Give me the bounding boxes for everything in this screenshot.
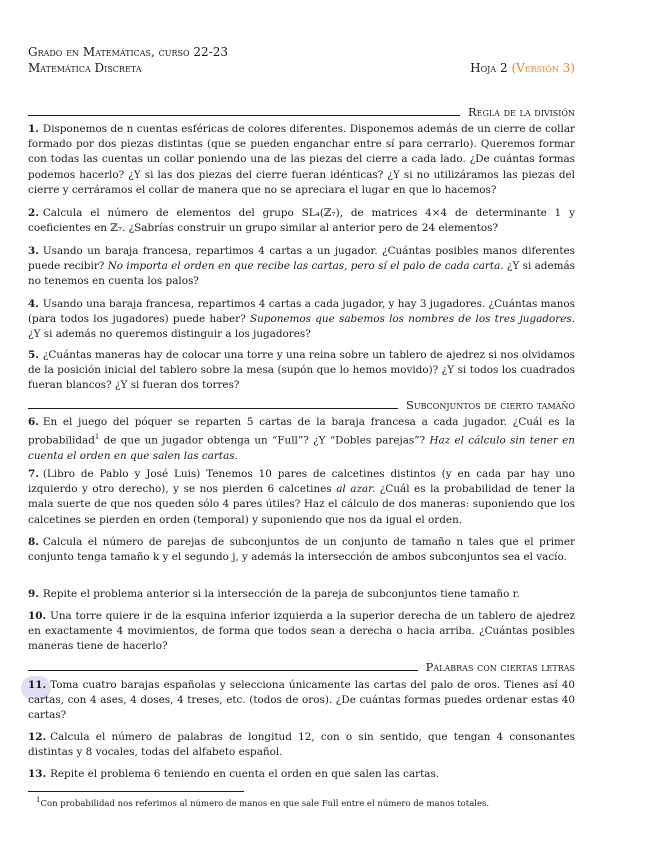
problem-11 [28,678,575,724]
version-label: (Versión 3) [511,61,575,75]
problem-number: 8. [28,536,39,548]
problem-number: 11. [28,679,47,691]
problem-note: al azar. [336,483,376,496]
problem-5 [28,348,575,394]
problem-12 [28,730,575,760]
problem-number: 9. [28,588,39,600]
section-rule [28,408,398,409]
sheet-header [28,44,575,76]
problem-4 [28,297,575,343]
problem-text: Disponemos de n cuentas esféricas de colores diferentes. Disponemos además de un cierre de collar formado por dos piezas distintas (que se pueden enganchar entre sí para cerrarlo). Queremos formar con todas las cuentas un collar poniendo una de las piezas del cierre a cada lado. ¿De cuántas formas podemos hacerlo? ¿Y si las dos piezas del cierre fueran idénticas? ¿Y si no utilizáramos las piezas del cierre y cerráramos el collar de manera que no se apreciara el lugar en que lo hacemos? [28,123,575,196]
problem-number: 13. [28,768,47,780]
problem-number: 10. [28,610,47,622]
problem-text: Toma cuatro barajas españolas y selecciona únicamente las cartas del palo de oros. Tienes así 40 cartas, con 4 ases, 4 doses, 4 treses, etc. (todos de oros). ¿De cuántas formas puedes ordenar estas 40 cartas? [28,679,575,722]
footnote-mark: 1 [94,433,100,442]
problem-6 [28,415,575,464]
course-line: Grado en Matemáticas, curso 22-23 [28,45,228,59]
problem-note: Suponemos que sabemos los nombres de los tres jugadores. [249,313,575,326]
section-subsets [28,398,575,412]
problem-text: Calcula el número de parejas de subconjuntos de un conjunto de tamaño n tales que el primer conjunto tenga tamaño k y el segundo j, y además la intersección de ambos subconjuntos sea el vacío. [28,536,575,564]
problem-note: Haz el cálculo sin tener en cuenta el orden en que salen las cartas. [28,434,575,462]
problem-text: Calcula el número de elementos del grupo SL₄(ℤ₇), de matrices 4×4 de determinante 1 y coeficientes en ℤ₇. ¿Sabrías construir un grupo similar al anterior pero de 24 elementos? [28,207,575,235]
footnote-rule [28,791,244,792]
problem-text: Calcula el número de palabras de longitud 12, con o sin sentido, que tengan 4 consonantes distintas y 8 vocales, todas del alfabeto español. [28,731,575,759]
problem-10 [28,609,575,655]
problem-7 [28,467,575,528]
problem-text-continued: ¿Cuál es la probabilidad de tener la mala suerte de que nos queden sólo 4 pares útiles? Haz el cálculo de dos maneras: suponiendo que los calcetines se pierden en orden (temporal) y suponiendo que nos da igual el orden. [28,483,576,526]
subject-title: Matemática Discreta [28,61,142,75]
problem-9 [28,587,575,602]
problem-number: 12. [28,731,47,743]
footnote [36,794,489,810]
section-title: Regla de la división [467,105,575,119]
problem-text: Una torre quiere ir de la esquina inferior izquierda a la superior derecha de un tablero de ajedrez en exactamente 4 movimientos, de forma que todos sean a derecha o hacia arriba. ¿Cuántas posibles maneras tiene de hacerlo? [28,610,575,653]
problem-text: En el juego del póquer se reparten 5 cartas de la baraja francesa a cada jugador. ¿Cuál es la probabilidad [28,416,575,447]
problem-number: 2. [28,207,39,219]
problem-text-continued: ¿Y si además no queremos distinguir a los jugadores? [28,328,311,341]
problem-number: 1. [28,123,39,135]
problem-2 [28,206,575,236]
problem-1 [28,122,575,198]
problem-text: Repite el problema 6 teniendo en cuenta el orden en que salen las cartas. [50,768,440,780]
section-title: Palabras con ciertas letras [425,660,575,674]
sheet-label [470,60,575,76]
problem-number: 6. [28,416,39,428]
problem-text-continued: ¿Y si además no tenemos en cuenta los palos? [28,260,575,288]
problem-number: 3. [28,245,39,257]
problem-text: Repite el problema anterior si la intersección de la pareja de subconjuntos tiene tamaño r. [42,588,520,600]
problem-number: 4. [28,298,39,310]
section-rule [28,670,418,671]
problem-note: No importa el orden en que recibe las cartas, pero sí el palo de cada carta. [107,260,504,273]
section-rule [28,115,460,116]
sheet-number: Hoja 2 [470,61,508,75]
problem-text: ¿Cuántas maneras hay de colocar una torre y una reina sobre un tablero de ajedrez si nos olvidamos de la posición inicial del tablero sobre la mesa (supón que lo hemos movido)? ¿Y si todos los cuadrados fueran blancos? ¿Y si fueran dos torres? [28,349,575,392]
problem-13 [28,767,575,782]
problem-number: 5. [28,349,39,361]
problem-3 [28,244,575,290]
footnote-number: 1 [36,796,41,804]
problem-number: 7. [28,468,39,480]
problem-text: (Libro de Pablo y José Luis) Tenemos 10 pares de calcetines distintos (y en cada par hay uno izquierdo y otro derecho), y se nos pierden 6 calcetines [28,468,575,496]
problem-text-continued: de que un jugador obtenga un “Full”? ¿Y “Dobles parejas”? [103,434,426,447]
problem-text: Usando una baraja francesa, repartimos 4 cartas a cada jugador, y hay 3 jugadores. ¿Cuántas manos (para todos los jugadores) puede haber? [28,298,575,326]
section-words [28,660,575,674]
problem-8 [28,535,575,565]
section-title: Subconjuntos de cierto tamaño [406,398,575,412]
footnote-text: Con probabilidad nos referimos al número de manos en que sale Full entre el número de manos totales. [40,798,490,809]
problem-text: Usando un baraja francesa, repartimos 4 cartas a un jugador. ¿Cuántas posibles manos diferentes puede recibir? [28,245,575,273]
section-division [28,105,575,119]
